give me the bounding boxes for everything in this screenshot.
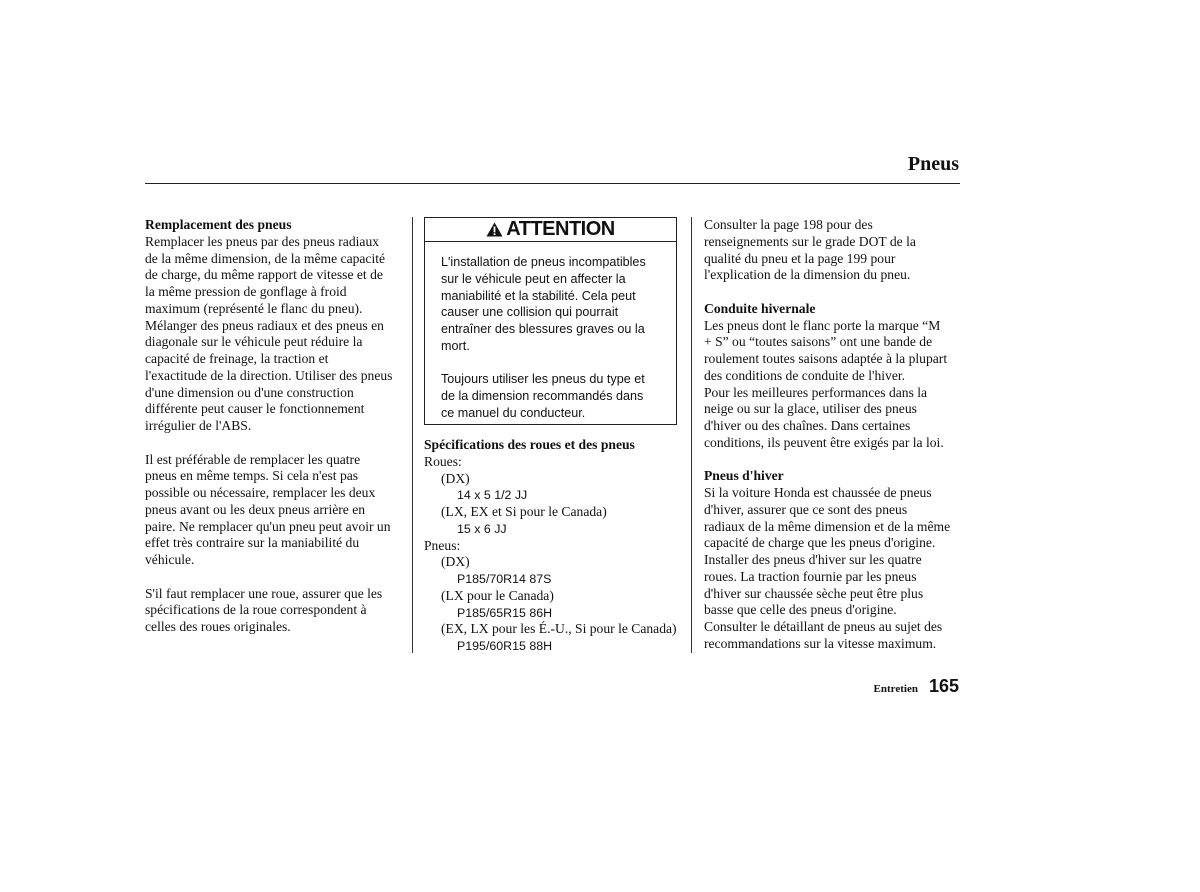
- tires-label: Pneus:: [424, 537, 461, 553]
- text-line: sur le véhicule peut en affecter la: [441, 271, 626, 286]
- text-line: maximum (représenté le flanc du pneu).: [145, 300, 363, 316]
- spec-value: P185/70R14 87S: [457, 572, 552, 586]
- text-line: effet très contraire sur la maniabilité du: [145, 535, 360, 551]
- spec-model: (EX, LX pour les É.-U., Si pour le Canada): [441, 621, 677, 637]
- text-line: de la dimension recommandés dans: [441, 389, 644, 403]
- text-line: Pour les meilleures performances dans la: [704, 384, 928, 400]
- right-column: [704, 217, 964, 653]
- page-footer: [874, 676, 959, 697]
- spec-model: (DX): [441, 554, 470, 570]
- paragraph: [704, 217, 964, 284]
- middle-column: [424, 217, 686, 655]
- text-line: la même pression de gonflage à froid: [145, 284, 347, 299]
- text-line: qualité du pneu et la page 199 pour: [704, 250, 896, 266]
- spec-value: P195/60R15 88H: [457, 639, 553, 653]
- paragraph: [145, 452, 405, 569]
- text-line: diagonale sur le véhicule peut réduire la: [145, 334, 363, 350]
- page-number: 165: [928, 676, 959, 696]
- text-line: des conditions de conduite de l'hiver.: [704, 367, 906, 383]
- text-line: Il est préférable de remplacer les quatre: [145, 451, 361, 467]
- text-line: d'hiver ou des chaînes. Dans certaines: [704, 418, 911, 433]
- text-line: entraîner des blessures graves ou la: [441, 322, 645, 336]
- section-heading: Conduite hivernale: [704, 300, 816, 316]
- header-rule: [145, 183, 960, 184]
- text-line: capacité de charge que les pneus d'origine.: [704, 535, 936, 551]
- section-heading: Pneus d'hiver: [704, 468, 784, 484]
- paragraph: [145, 586, 405, 636]
- text-line: Remplacer les pneus par des pneus radiaux: [145, 233, 380, 249]
- spec-value: P185/65R15 86H: [457, 605, 553, 620]
- text-line: véhicule.: [145, 552, 195, 567]
- warning-triangle-icon: [486, 222, 503, 237]
- text-line: roues. La traction fournie par les pneus: [704, 568, 917, 584]
- text-line: possible ou nécessaire, remplacer les deux: [145, 485, 376, 500]
- spec-model: (DX): [441, 470, 470, 486]
- text-line: d'une dimension ou d'une construction: [145, 384, 354, 400]
- text-line: renseignements sur le grade DOT de la: [704, 233, 916, 249]
- footer-section-label: Entretien: [873, 683, 918, 695]
- text-line: L'installation de pneus incompatibles: [441, 255, 646, 269]
- text-line: spécifications de la roue correspondent à: [145, 602, 367, 618]
- text-line: pneus avant ou les deux pneus arrière en: [145, 501, 366, 517]
- text-line: conditions, ils peuvent être exigés par la loi.: [704, 434, 944, 450]
- text-line: l'explication de la dimension du pneu.: [704, 267, 911, 283]
- left-column: [145, 217, 405, 636]
- attention-header: [425, 218, 676, 242]
- spec-model: (LX pour le Canada): [441, 587, 554, 603]
- text-line: roulement toutes saisons adaptée à la plupart: [704, 351, 948, 366]
- text-line: pneus en même temps. Si cela n'est pas: [145, 468, 359, 484]
- text-line: différente peut causer le fonctionnement: [145, 401, 365, 417]
- column-divider: [691, 217, 692, 653]
- text-line: ce manuel du conducteur.: [441, 405, 586, 420]
- text-line: paire. Ne remplacer qu'un pneu peut avoir un: [145, 518, 391, 534]
- text-line: Mélanger des pneus radiaux et des pneus en: [145, 317, 384, 333]
- page-title: Pneus: [907, 153, 959, 175]
- text-line: mort.: [441, 338, 470, 353]
- text-line: radiaux de la même dimension et de la même: [704, 518, 951, 534]
- text-line: l'exactitude de la direction. Utiliser des pneus: [145, 367, 393, 383]
- attention-body: [425, 242, 676, 422]
- section-heading: Spécifications des roues et des pneus: [424, 437, 635, 452]
- paragraph: [441, 371, 664, 421]
- text-line: Consulter la page 198 pour des: [704, 217, 873, 232]
- text-line: Les pneus dont le flanc porte la marque “M: [704, 317, 941, 333]
- text-line: Installer des pneus d'hiver sur les quatre: [704, 552, 922, 567]
- spec-value: 15 x 6 JJ: [457, 521, 507, 536]
- text-line: causer une collision qui pourrait: [441, 305, 619, 320]
- text-line: Si la voiture Honda est chaussée de pneus: [704, 485, 932, 500]
- paragraph: [441, 254, 664, 355]
- wheels-label: Roues:: [424, 453, 462, 469]
- text-line: recommandations sur la vitesse maximum.: [704, 635, 937, 651]
- text-line: d'hiver, assurer que ce sont des pneus: [704, 501, 908, 517]
- text-line: irrégulier de l'ABS.: [145, 418, 252, 433]
- paragraph: [145, 234, 405, 435]
- text-line: d'hiver sur chaussée sèche peut être plus: [704, 585, 924, 601]
- column-divider: [412, 217, 413, 653]
- text-line: S'il faut remplacer une roue, assurer que les: [145, 585, 383, 601]
- text-line: capacité de freinage, la traction et: [145, 351, 329, 366]
- paragraph: [704, 318, 964, 452]
- paragraph: [704, 485, 964, 653]
- spec-model: (LX, EX et Si pour le Canada): [441, 504, 607, 519]
- text-line: neige ou sur la glace, utiliser des pneus: [704, 401, 917, 417]
- text-line: celles des roues originales.: [145, 619, 291, 634]
- text-line: de charge, du même rapport de vitesse et de: [145, 267, 383, 283]
- text-line: Toujours utiliser les pneus du type et: [441, 372, 645, 387]
- text-line: basse que celle des pneus d'origine.: [704, 602, 897, 618]
- text-line: + S” ou “toutes saisons” ont une bande de: [704, 334, 933, 350]
- text-line: de la même dimension, de la même capacité: [145, 250, 386, 266]
- attention-title: ATTENTION: [506, 218, 615, 241]
- attention-box: [424, 217, 677, 425]
- section-heading: Remplacement des pneus: [145, 217, 292, 232]
- text-line: maniabilité et la stabilité. Cela peut: [441, 288, 636, 303]
- spec-value: 14 x 5 1/2 JJ: [457, 488, 528, 503]
- text-line: Consulter le détaillant de pneus au sujet des: [704, 619, 943, 634]
